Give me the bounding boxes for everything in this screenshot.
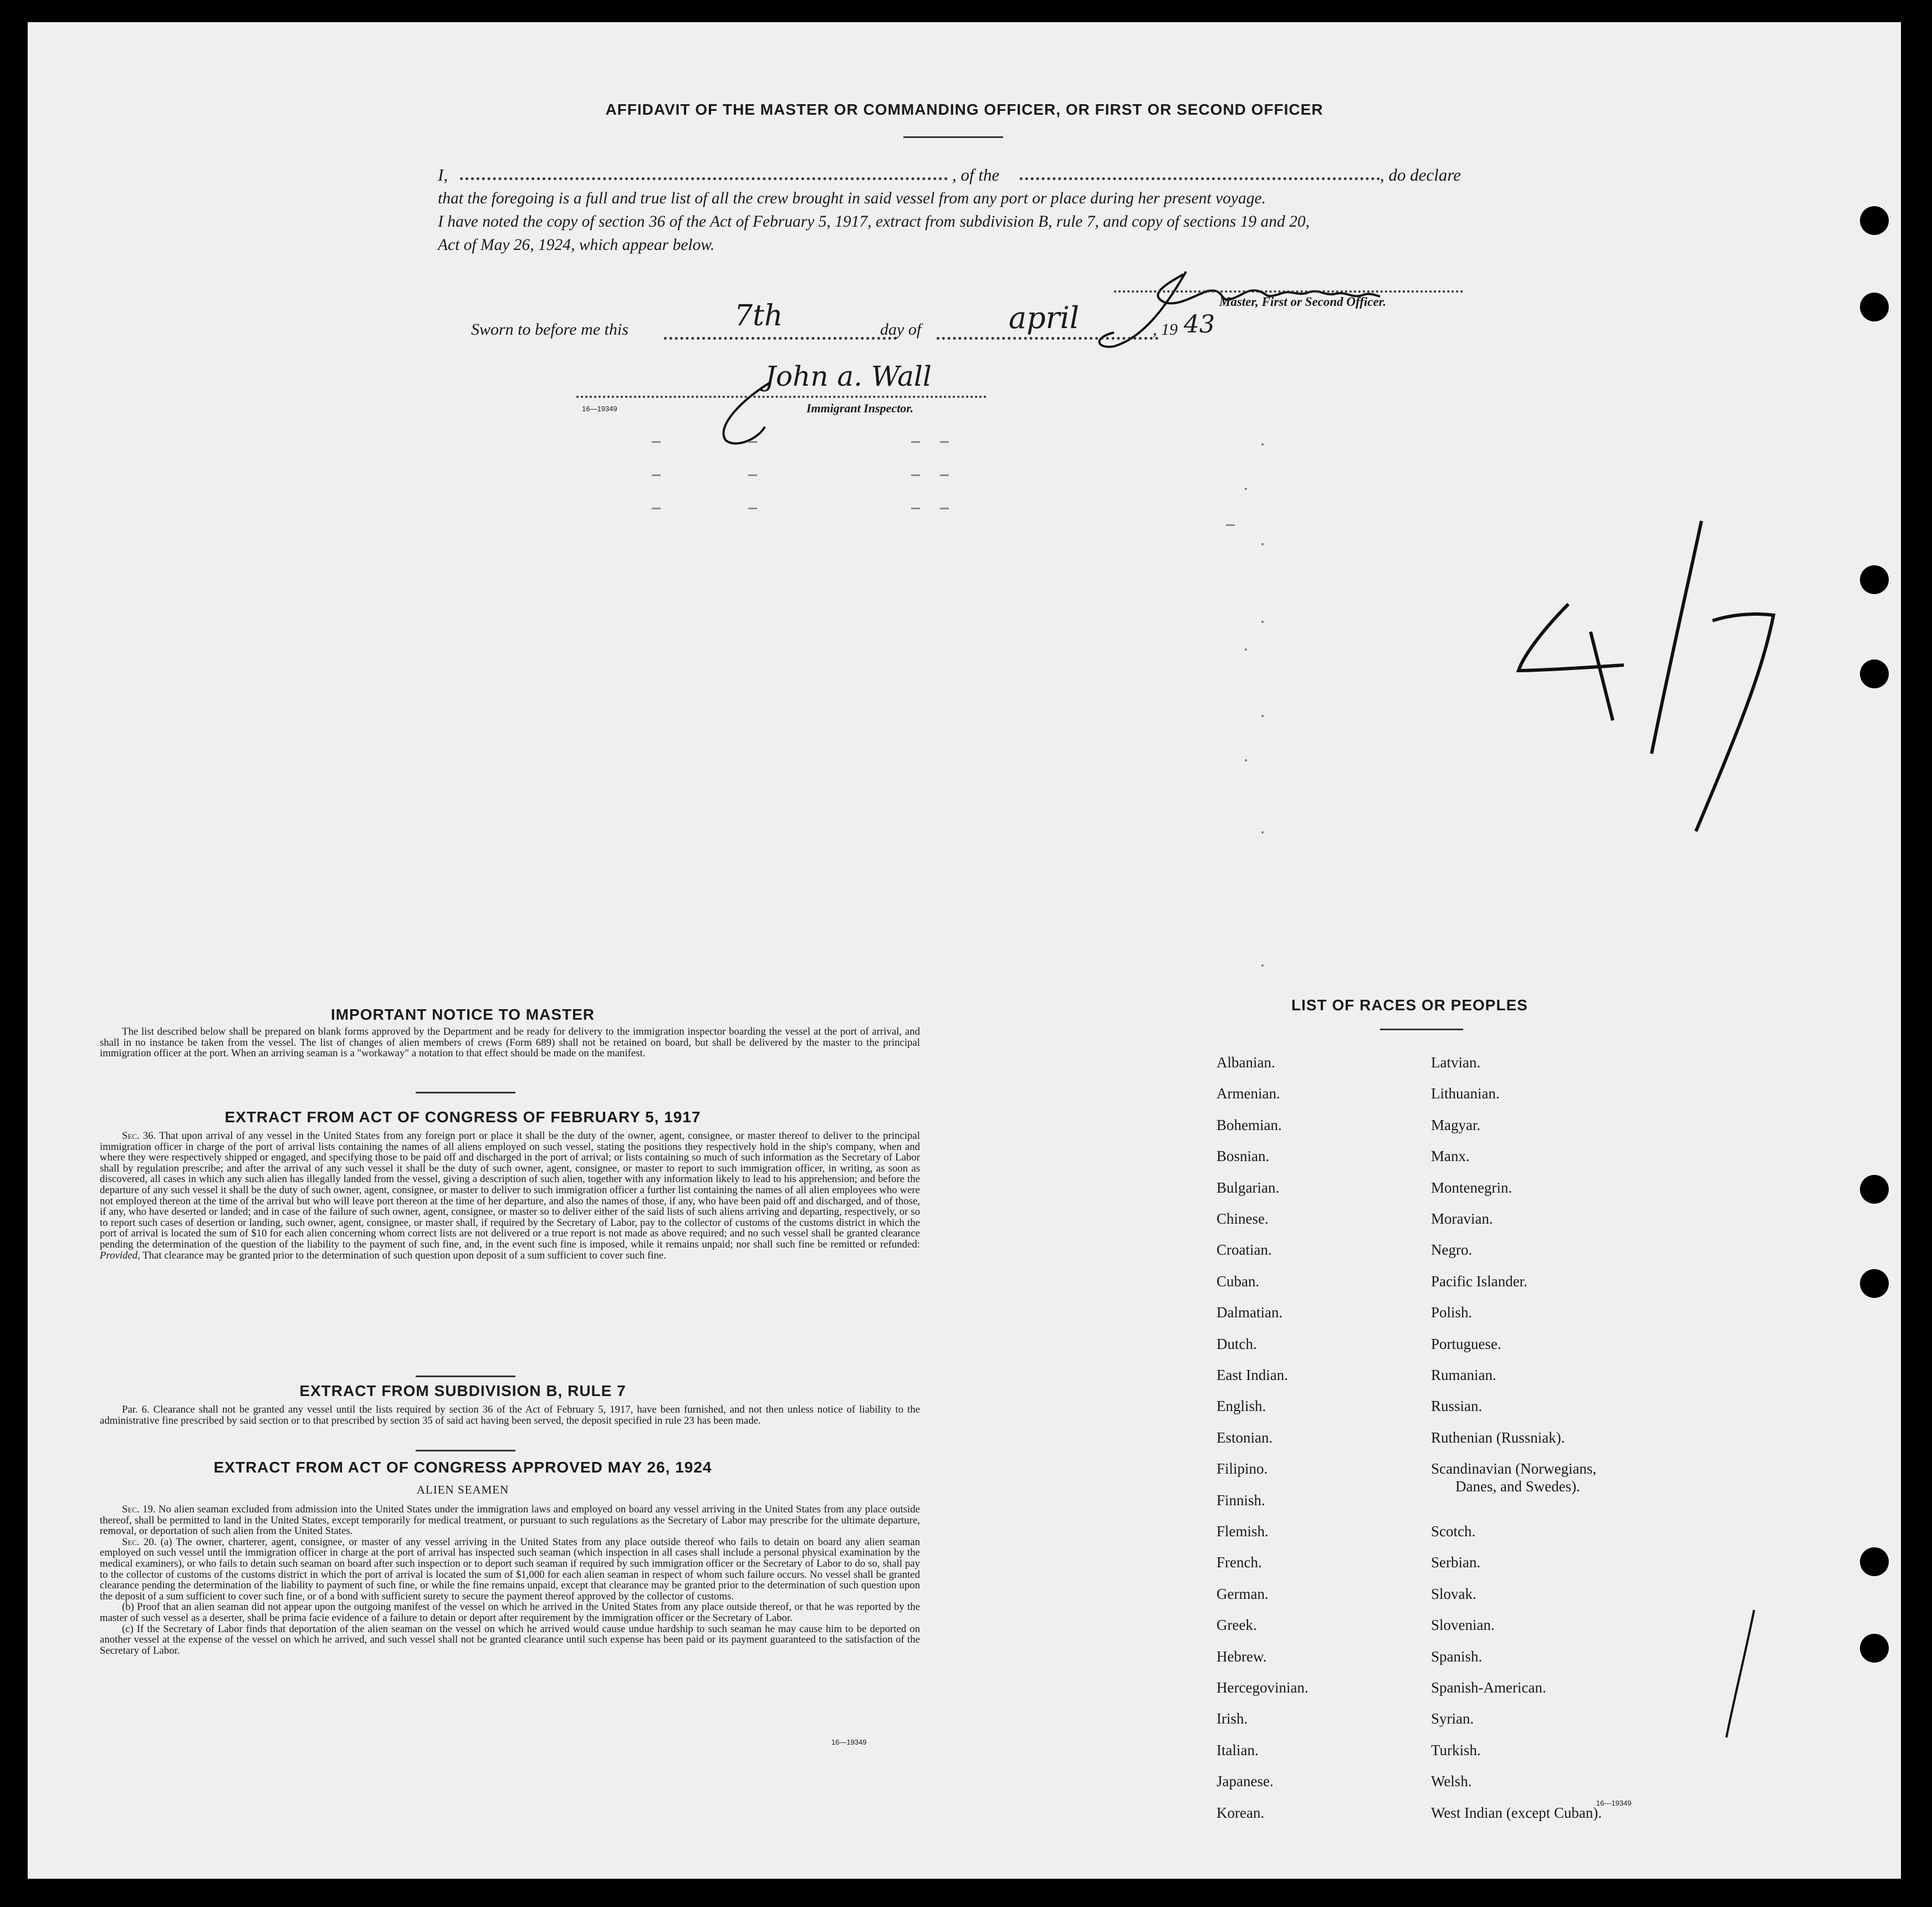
race-item: Welsh.: [1431, 1773, 1472, 1790]
table-dot: [1261, 443, 1264, 446]
race-item: Flemish.: [1217, 1523, 1269, 1540]
declarant-name-field[interactable]: [460, 177, 948, 180]
vessel-name-field[interactable]: [1020, 177, 1380, 180]
master-caption: Master, First or Second Officer.: [1219, 295, 1387, 309]
race-item: West Indian (except Cuban).: [1431, 1804, 1602, 1821]
punch-hole: [1860, 1634, 1889, 1663]
table-dot: [1261, 621, 1264, 623]
race-item: Dalmatian.: [1217, 1304, 1283, 1321]
extract-rule7-title: EXTRACT FROM SUBDIVISION B, RULE 7: [299, 1382, 626, 1399]
affidavit-form-number: 16—19349: [582, 405, 617, 413]
table-tick: [940, 508, 949, 509]
sworn-month-field[interactable]: [937, 337, 1158, 340]
race-item: Serbian.: [1431, 1554, 1481, 1571]
table-tick: [940, 474, 949, 476]
race-item: Estonian.: [1217, 1429, 1273, 1446]
sec36-text: That upon arrival of any vessel in the United States from any foreign port or place it shall be the duty of the owner, agent, consignee, or master thereof to deliver to the principal immigration officer in charge of the port of arrival lists containing the names of all aliens employed on such vessel, stating the positions they respectively hold in the ship's company, when and where they were respectively shipped or engaged, and specifying those to be paid off and discharged in the port of arrival; or lists containing so much of such information as the Secretary of Labor shall by regulation prescribe; and after the arrival of any such vessel it shall be the duty of such owner, agent, consignee, or master to report to such immigration officer, in writing, as soon as discovered, all cases in which any such alien has illegally landed from the vessel, giving a description of such alien, together with any information likely to lead to his apprehension; and before the departure of any such vessel it shall be the duty of such owner, agent, consignee, or master to deliver to such immigration officer a further list containing the names of all alien employees who were not employed thereon at the time of the arrival but who will leave port thereon at the time of her departure, and also the names of those, if any, who have been paid off and discharged, and of those, if any, who have deserted or landed; and in case of the failure of such owner, agent, consignee, or master so to deliver either of the said lists of such aliens arriving and departing, respectively, or so to report such cases of desertion or landing, such owner, agent, consignee, or master shall, if required by the Secretary of Labor, pay to the collector of customs of the customs district in which the port of arrival is located the sum of $10 for each alien concerning whom correct lists are not delivered or a true report is not made as above required; and no such vessel shall be granted clearance pending the determination of the question of the liability to the payment of such fine, and, in the event such fine is imposed, while it remains unpaid; nor shall such fine be remitted or refunded:: [100, 1130, 920, 1250]
table-dot: [1261, 715, 1264, 717]
race-item: Ruthenian (Russniak).: [1431, 1429, 1565, 1446]
table-dot: [1245, 488, 1247, 490]
race-item: Italian.: [1217, 1741, 1259, 1758]
race-item: Magyar.: [1431, 1116, 1481, 1133]
divider: [1380, 1029, 1463, 1030]
table-tick: [911, 508, 920, 509]
race-item: Slovenian.: [1431, 1617, 1495, 1634]
divider: [416, 1376, 515, 1377]
race-item: Dutch.: [1217, 1335, 1257, 1352]
race-item: Korean.: [1217, 1804, 1265, 1821]
affidavit-title: AFFIDAVIT OF THE MASTER OR COMMANDING OFFICER, OR FIRST OR SECOND OFFICER: [605, 101, 1323, 118]
race-item: Lithuanian.: [1431, 1085, 1500, 1102]
race-item: Pacific Islander.: [1431, 1272, 1527, 1290]
race-item: Armenian.: [1217, 1085, 1280, 1102]
table-dot: [1261, 831, 1264, 834]
proviso-word: Provided,: [100, 1249, 140, 1261]
divider: [416, 1092, 515, 1093]
table-dot: [1245, 759, 1247, 761]
punch-hole: [1860, 565, 1889, 594]
race-item: Syrian.: [1431, 1710, 1474, 1727]
table-tick: [940, 441, 949, 443]
sec20c-text: (c) If the Secretary of Labor finds that deportation of the alien seaman on the vessel on which he arrived would cause undue hardship to such seaman he may cause him to be deported on another vessel at the expense of the vessel on which he arrived, and such vessel shall not be granted clearance until such expense has been paid or its payment guaranteed to the satisfaction of the Secretary of Labor.: [100, 1623, 920, 1657]
race-item: Danes, and Swedes).: [1455, 1478, 1580, 1495]
race-item: Turkish.: [1431, 1741, 1481, 1758]
extract-1924-title: EXTRACT FROM ACT OF CONGRESS APPROVED MAY 26, 1924: [213, 1459, 712, 1476]
do-declare-label: , do declare: [1380, 165, 1461, 185]
race-item: Manx.: [1431, 1148, 1470, 1165]
alien-seamen-subtitle: ALIEN SEAMEN: [416, 1483, 509, 1496]
race-item: Irish.: [1217, 1710, 1248, 1727]
table-dot: [1261, 543, 1264, 545]
sec19-label: Sec. 19.: [122, 1504, 156, 1515]
table-tick: [652, 441, 661, 443]
punch-hole: [1860, 659, 1889, 688]
affidavit-line-4: Act of May 26, 1924, which appear below.: [438, 236, 715, 254]
inspector-signature: John a. Wall: [765, 360, 932, 392]
inspector-signature-flourish: [709, 377, 776, 449]
punch-hole: [1860, 293, 1889, 321]
race-item: German.: [1217, 1585, 1269, 1602]
affidavit-line-2: that the foregoing is a full and true list of all the crew brought in said vessel from any port or place during her present voyage.: [438, 190, 1266, 207]
race-item: Croatian.: [1217, 1241, 1272, 1259]
sec36-label: Sec. 36.: [122, 1130, 156, 1142]
race-item: French.: [1217, 1554, 1262, 1571]
document-page: [28, 22, 1901, 1879]
race-item: Japanese.: [1217, 1773, 1274, 1790]
extract-1917-body: [100, 1131, 920, 1261]
race-item: Bohemian.: [1217, 1116, 1282, 1133]
race-item: Hebrew.: [1217, 1648, 1267, 1665]
race-item: Moravian.: [1431, 1210, 1493, 1227]
race-item: Rumanian.: [1431, 1367, 1496, 1383]
table-tick: [748, 508, 757, 509]
race-item: Bosnian.: [1217, 1148, 1270, 1165]
declarant-label: I,: [438, 165, 448, 185]
races-form-number: 16—19349: [1596, 1799, 1632, 1807]
race-item: Polish.: [1431, 1304, 1473, 1321]
race-item: Chinese.: [1217, 1210, 1269, 1227]
table-tick: [1226, 524, 1235, 526]
table-tick: [748, 441, 757, 443]
race-item: Russian.: [1431, 1398, 1483, 1415]
sworn-month-handwritten: april: [1009, 300, 1080, 335]
race-item: Latvian.: [1431, 1054, 1481, 1071]
race-item: East Indian.: [1217, 1367, 1288, 1383]
pen-mark: [1724, 1607, 1757, 1740]
table-dot: [1245, 648, 1247, 651]
rule7-text: Par. 6. Clearance shall not be granted any vessel until the lists required by section 36 of the Act of February 5, 1917, have been furnished, and not then unless notice of liability to the administrative fine prescribed by said section or to that prescribed by section 35 of said act having been served, the deposit specified in rule 23 has been made.: [100, 1404, 920, 1427]
notice-text: The list described below shall be prepared on blank forms approved by the Department and be ready for delivery to the immigration inspector boarding the vessel at the port of arrival, and shall in no instance be taken from the vessel. The list of changes of alien members of crews (Form 689) shall not be retained on board, but shall be delivered by the master to the principal immigration officer at the port. When an arriving seaman is a "workaway" a notation to that effect should be made on the manifest.: [100, 1026, 920, 1060]
table-dot: [1261, 964, 1264, 967]
race-item: Scotch.: [1431, 1523, 1476, 1540]
notice-title: IMPORTANT NOTICE TO MASTER: [330, 1006, 595, 1023]
race-item: Spanish-American.: [1431, 1679, 1546, 1696]
races-title: LIST OF RACES OR PEOPLES: [1291, 996, 1528, 1014]
race-item: Albanian.: [1217, 1054, 1275, 1071]
sec20a-text: (a) The owner, charterer, agent, consignee, or master of any vessel arriving in the United States from any place outside thereof who fails to detain on board any alien seaman employed on such vessel until the immigration officer in charge at the port of arrival has inspected such seaman (which inspection in all cases shall include a personal physical examination by the medical examiners), or who fails to detain such seaman on board after such inspection or to deport such seaman if required by such immigration officer or the Secretary of Labor to do so, shall pay to the collector of customs of the customs district in which the port of arrival is located the sum of $1,000 for each alien seaman in respect of whom such failure occurs. No vessel shall be granted clearance pending the determination of the liability to payment of such fine, or while the fine remains unpaid, except that clearance may be granted prior to the determination of such question upon the deposit of a sum sufficient to cover such fine, or of a bond with sufficient surety to secure the payment thereof approved by the collector of customs.: [100, 1536, 920, 1602]
punch-hole: [1860, 206, 1889, 235]
sec20-label: Sec. 20.: [122, 1536, 157, 1548]
race-item: Finnish.: [1217, 1491, 1265, 1509]
extract-form-number: 16—19349: [831, 1738, 867, 1746]
year-handwritten: 43: [1184, 310, 1215, 339]
punch-hole: [1860, 1269, 1889, 1298]
table-tick: [911, 441, 920, 443]
day-of-label: day of: [880, 320, 922, 339]
sworn-day-handwritten: 7th: [734, 299, 783, 333]
year-prefix: , 19: [1153, 320, 1178, 339]
table-tick: [652, 508, 661, 509]
race-item: Portuguese.: [1431, 1335, 1501, 1352]
sec20b-text: (b) Proof that an alien seaman did not appear upon the outgoing manifest of the vessel on which he arrived in the United States from any place outside thereof, or that he was reported by the master of such vessel as a deserter, shall be prima facie evidence of a failure to detain or deport after requirement by the immigration officer or the Secretary of Labor.: [100, 1601, 920, 1624]
extract-1917-title: EXTRACT FROM ACT OF CONGRESS OF FEBRUARY 5, 1917: [224, 1108, 701, 1126]
sworn-label: Sworn to before me this: [471, 320, 628, 339]
inspector-caption: Immigrant Inspector.: [806, 401, 914, 415]
of-the-label: , of the: [952, 165, 1000, 185]
table-tick: [911, 474, 920, 476]
master-signature-line: [1114, 290, 1463, 293]
proviso-text: That clearance may be granted prior to the determination of such question upon deposit of a sum sufficient to cover such fine.: [142, 1249, 666, 1261]
extract-1924-body: [100, 1504, 920, 1656]
race-item: Montenegrin.: [1431, 1179, 1512, 1196]
table-tick: [652, 474, 661, 476]
race-item: Greek.: [1217, 1617, 1257, 1634]
notice-body: [100, 1026, 920, 1059]
affidavit-line-3: I have noted the copy of section 36 of the Act of February 5, 1917, extract from subdivision B, rule 7, and copy of sections 19 and 20,: [438, 213, 1310, 231]
race-item: Scandinavian (Norwegians,: [1431, 1460, 1597, 1477]
punch-hole: [1860, 1547, 1889, 1576]
race-item: Hercegovinian.: [1217, 1679, 1309, 1696]
extract-rule7-body: [100, 1404, 920, 1426]
race-item: Spanish.: [1431, 1648, 1483, 1665]
divider: [416, 1450, 515, 1451]
inspector-signature-line: [576, 396, 987, 398]
handwritten-page-mark: [1502, 488, 1812, 842]
table-tick: [748, 474, 757, 476]
race-item: Slovak.: [1431, 1585, 1476, 1602]
race-item: Negro.: [1431, 1241, 1473, 1259]
title-divider: [903, 136, 1003, 138]
race-item: Cuban.: [1217, 1272, 1260, 1290]
race-item: Filipino.: [1217, 1460, 1268, 1477]
race-item: English.: [1217, 1398, 1266, 1415]
punch-hole: [1860, 1175, 1889, 1204]
race-item: Bulgarian.: [1217, 1179, 1280, 1196]
sec19-text: No alien seaman excluded from admission into the United States under the immigration laws and employed on board any vessel arriving in the United States from any place outside thereof, shall be permitted to land in the United States, except temporarily for medical treatment, or pursuant to such regulations as the Secretary of Labor may prescribe for the ultimate departure, removal, or deportation of such alien from the United States.: [100, 1504, 920, 1537]
sworn-day-field[interactable]: [664, 337, 897, 340]
